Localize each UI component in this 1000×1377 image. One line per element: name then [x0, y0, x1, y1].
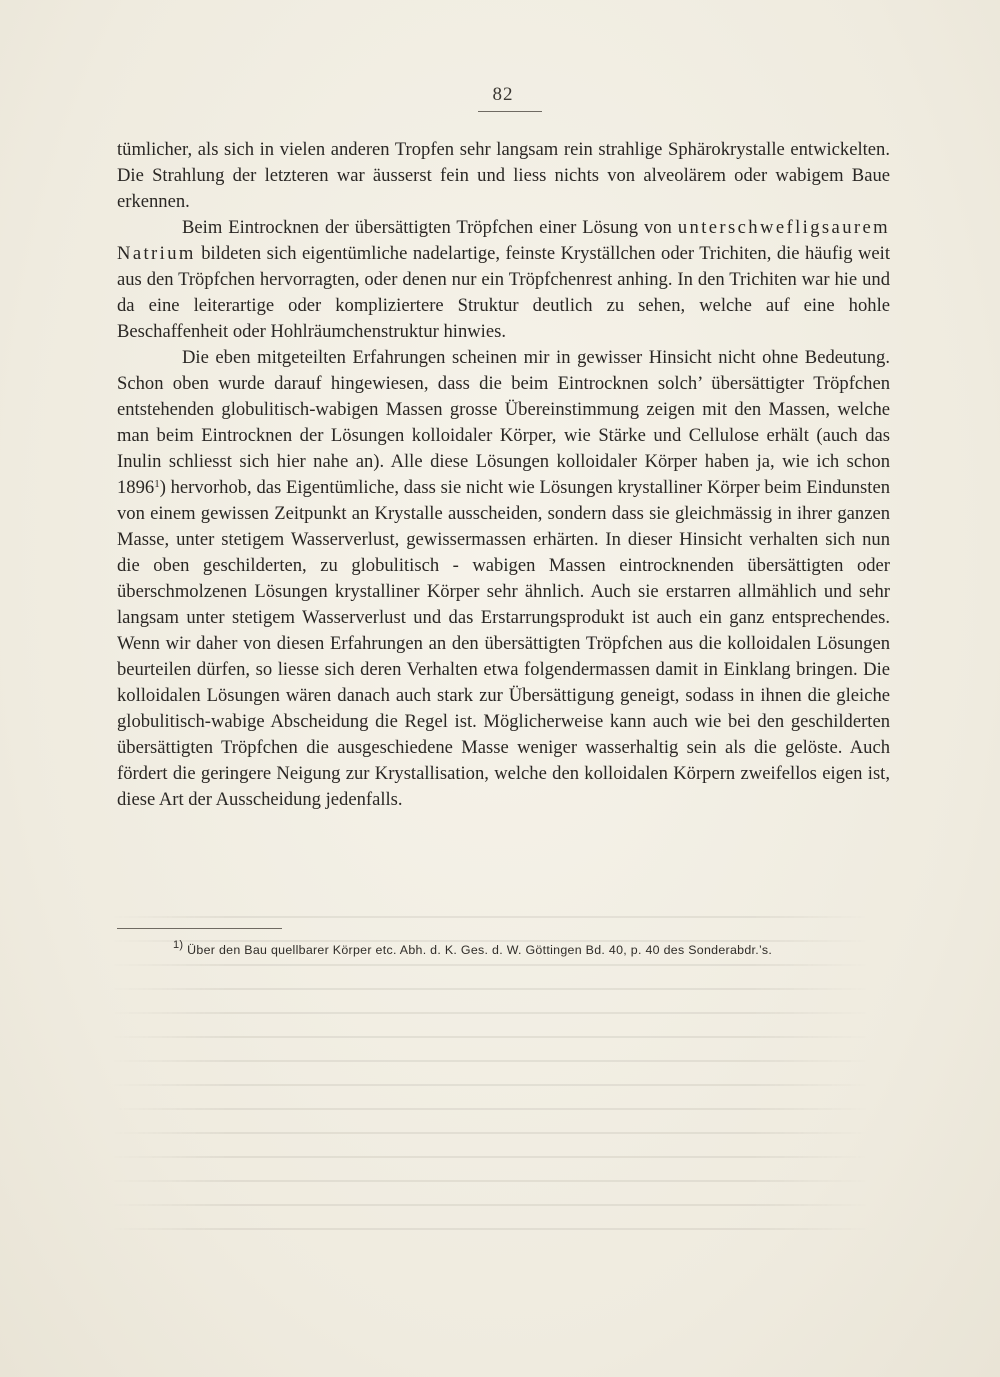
paragraph [117, 137, 890, 215]
text-run: Beim Eintrocknen der übersättigten Tröpfchen einer Lösung von [182, 217, 678, 238]
footnote-text: Über den Bau quellbarer Körper etc. Abh. d. K. Ges. d. W. Göttingen Bd. 40, p. 40 des Sonderabdr.’s. [187, 943, 773, 957]
footnote-marker: 1) [173, 939, 184, 951]
footnote-reference: 1 [154, 478, 160, 490]
text-run: Die eben mitgeteilten Erfahrungen scheinen mir in gewisser Hinsicht nicht ohne Bedeutung. Schon oben wurde darauf hingewiesen, dass die beim Eintrocknen solch’ übersättigter Tröpfchen entstehenden globulitisch-wabigen Massen grosse Übereinstimmung zeigen mit den Massen, welche man beim Eintrocknen der Lösungen kolloidaler Körper, wie Stärke und Cellulose erhält (auch das Inulin schliesst sich hier nahe an). Alle diese Lösungen kolloidaler Körper haben ja, wie ich schon 1896 [117, 347, 890, 498]
text-run: bildeten sich eigentümliche nadelartige, feinste Kryställchen oder Trichiten, die häufig weit aus den Tröpfchen hervorragten, oder denen nur ein Tröpfchenrest anhing. In den Trichiten war hie und da eine leiterartige oder kompliziertere Struktur deutlich zu sehen, welche auf eine hohle Beschaffenheit oder Hohlräumchenstruktur hinwies. [117, 243, 890, 342]
spaced-term: unterschwefligsaurem Natrium [117, 217, 890, 264]
page-number: 82 [492, 84, 514, 105]
page-number-rule [478, 111, 542, 112]
text-run: tümlicher, als sich in vielen anderen Tropfen sehr langsam rein strahlige Sphärokrystalle entwickelten. Die Strahlung der letzteren war äusserst fein und liess nichts von alveolärem oder wabigem Baue erkennen. [117, 139, 890, 212]
text-run: ) hervorhob, das Eigentümliche, dass sie nicht wie Lösungen krystalliner Körper beim Eindunsten von einem gewissen Zeitpunkt an Krystalle ausscheiden, sondern dass sie gleichmässig in ihrer ganzen Masse, unter stetigem Wasserverlust, gewissermassen erhärten. In dieser Hinsicht verhalten sich nun die oben geschilderten, zu globulitisch - wabigen Massen eintrocknenden übersättigten oder überschmolzenen Lösungen krystalliner Körper sehr ähnlich. Auch sie erstarren allmählich und sehr langsam unter stetigem Wasserverlust und das Erstarrungsprodukt ist auch ein ganz entsprechendes. Wenn wir daher von diesen Erfahrungen an den übersättigten Tröpfchen aus die kolloidalen Lösungen beurteilen dürfen, so liesse sich deren Verhalten etwa folgendermassen damit in Einklang bringen. Die kolloidalen Lösungen wären danach auch stark zur Übersättigung geneigt, sodass in ihnen die gleiche globulitisch-wabige Abscheidung die Regel ist. Möglicherweise kann auch wie bei den geschilderten übersättigten Tröpfchen die ausgeschiedene Masse weniger wasserhaltig sein als die gelöste. Auch fördert die geringere Neigung zur Krystallisation, welche den kolloidalen Körpern zweifellos eigen ist, diese Art der Ausscheidung jedenfalls. [117, 477, 890, 810]
body-text [117, 137, 890, 813]
footnote [173, 941, 893, 959]
paragraph [117, 215, 890, 345]
paragraph [117, 345, 890, 813]
footnote-divider [117, 928, 282, 929]
